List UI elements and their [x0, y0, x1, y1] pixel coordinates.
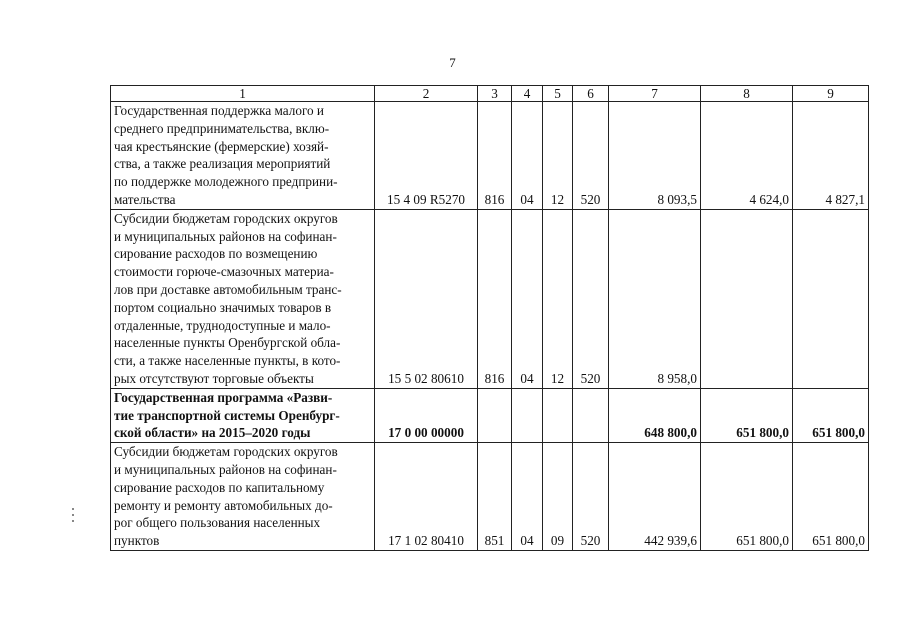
description-line: мательства: [114, 191, 176, 207]
margin-dot: [72, 508, 74, 510]
description-line: ремонту и ремонту автомобильных до-: [114, 497, 333, 513]
column-header: 8: [701, 86, 793, 102]
table-cell: 851: [478, 443, 512, 551]
amount-cell: 651 800,0: [793, 443, 869, 551]
table-cell: 12: [543, 209, 573, 388]
description-line: сирование расходов по капитальному: [114, 479, 325, 495]
description-line: сти, а также населенные пункты, в кото-: [114, 353, 341, 369]
description-line: среднего предпринимательства, вклю-: [114, 120, 330, 136]
program-code: 17 1 02 80410: [375, 443, 478, 551]
program-code: 17 0 00 00000: [375, 388, 478, 442]
table-cell: 520: [573, 443, 609, 551]
column-header: 2: [375, 86, 478, 102]
amount-cell: 651 800,0: [701, 388, 793, 442]
amount-cell: 4 827,1: [793, 102, 869, 210]
description-line: отдаленные, труднодоступные и мало-: [114, 317, 331, 333]
table-cell: 520: [573, 102, 609, 210]
table-row: [111, 443, 869, 551]
description-line: ства, а также реализация мероприятий: [114, 156, 331, 172]
table-cell: 520: [573, 209, 609, 388]
program-code: 15 4 09 R5270: [375, 102, 478, 210]
budget-table: [110, 85, 869, 551]
description-line: лов при доставке автомобильным транс-: [114, 281, 342, 297]
description-line: населенные пункты Оренбургской обла-: [114, 335, 341, 351]
column-header: 3: [478, 86, 512, 102]
description-line: тие транспортной системы Оренбург-: [114, 407, 340, 423]
row-description: [111, 209, 375, 388]
table-cell: 12: [543, 102, 573, 210]
table-row-program-total: [111, 388, 869, 442]
column-header: 6: [573, 86, 609, 102]
margin-dot: [72, 520, 74, 522]
amount-cell: 4 624,0: [701, 102, 793, 210]
table-row: [111, 209, 869, 388]
margin-dot: [72, 514, 74, 516]
page-number: 7: [449, 55, 456, 70]
column-header: 5: [543, 86, 573, 102]
table-cell: 816: [478, 102, 512, 210]
column-header-row: [111, 86, 869, 102]
amount-cell: [701, 209, 793, 388]
amount-cell: 8 093,5: [609, 102, 701, 210]
row-description: [111, 443, 375, 551]
description-line: Государственная программа «Разви-: [114, 389, 333, 405]
description-line: Субсидии бюджетам городских округов: [114, 210, 338, 226]
description-line: рог общего пользования населенных: [114, 515, 321, 531]
column-header: 9: [793, 86, 869, 102]
amount-cell: 8 958,0: [609, 209, 701, 388]
column-header: 4: [512, 86, 543, 102]
description-line: чая крестьянские (фермерские) хозяй-: [114, 138, 329, 154]
table-cell: 04: [512, 443, 543, 551]
amount-cell: [793, 209, 869, 388]
table-cell: 816: [478, 209, 512, 388]
description-line: и муниципальных районов на софинан-: [114, 228, 337, 244]
description-line: сирование расходов по возмещению: [114, 246, 318, 262]
amount-cell: 442 939,6: [609, 443, 701, 551]
amount-cell: 651 800,0: [793, 388, 869, 442]
table-cell: [512, 388, 543, 442]
table-row: [111, 102, 869, 210]
table-cell: [573, 388, 609, 442]
scan-margin-marks: [72, 508, 75, 526]
table-cell: 04: [512, 102, 543, 210]
row-description: [111, 388, 375, 442]
table-cell: 04: [512, 209, 543, 388]
program-code: 15 5 02 80610: [375, 209, 478, 388]
column-header: 7: [609, 86, 701, 102]
column-header: 1: [111, 86, 375, 102]
description-line: Субсидии бюджетам городских округов: [114, 444, 338, 460]
description-line: и муниципальных районов на софинан-: [114, 461, 337, 477]
description-line: стоимости горюче-смазочных материа-: [114, 264, 334, 280]
table-cell: [543, 388, 573, 442]
table-cell: [478, 388, 512, 442]
row-description: [111, 102, 375, 210]
description-line: по поддержке молодежного предприни-: [114, 174, 338, 190]
description-line: Государственная поддержка малого и: [114, 103, 324, 118]
amount-cell: 651 800,0: [701, 443, 793, 551]
description-line: портом социально значимых товаров в: [114, 299, 332, 315]
description-line: рых отсутствуют торговые объекты: [114, 370, 314, 386]
amount-cell: 648 800,0: [609, 388, 701, 442]
description-line: ской области» на 2015–2020 годы: [114, 425, 311, 441]
table-cell: 09: [543, 443, 573, 551]
description-line: пунктов: [114, 533, 160, 549]
